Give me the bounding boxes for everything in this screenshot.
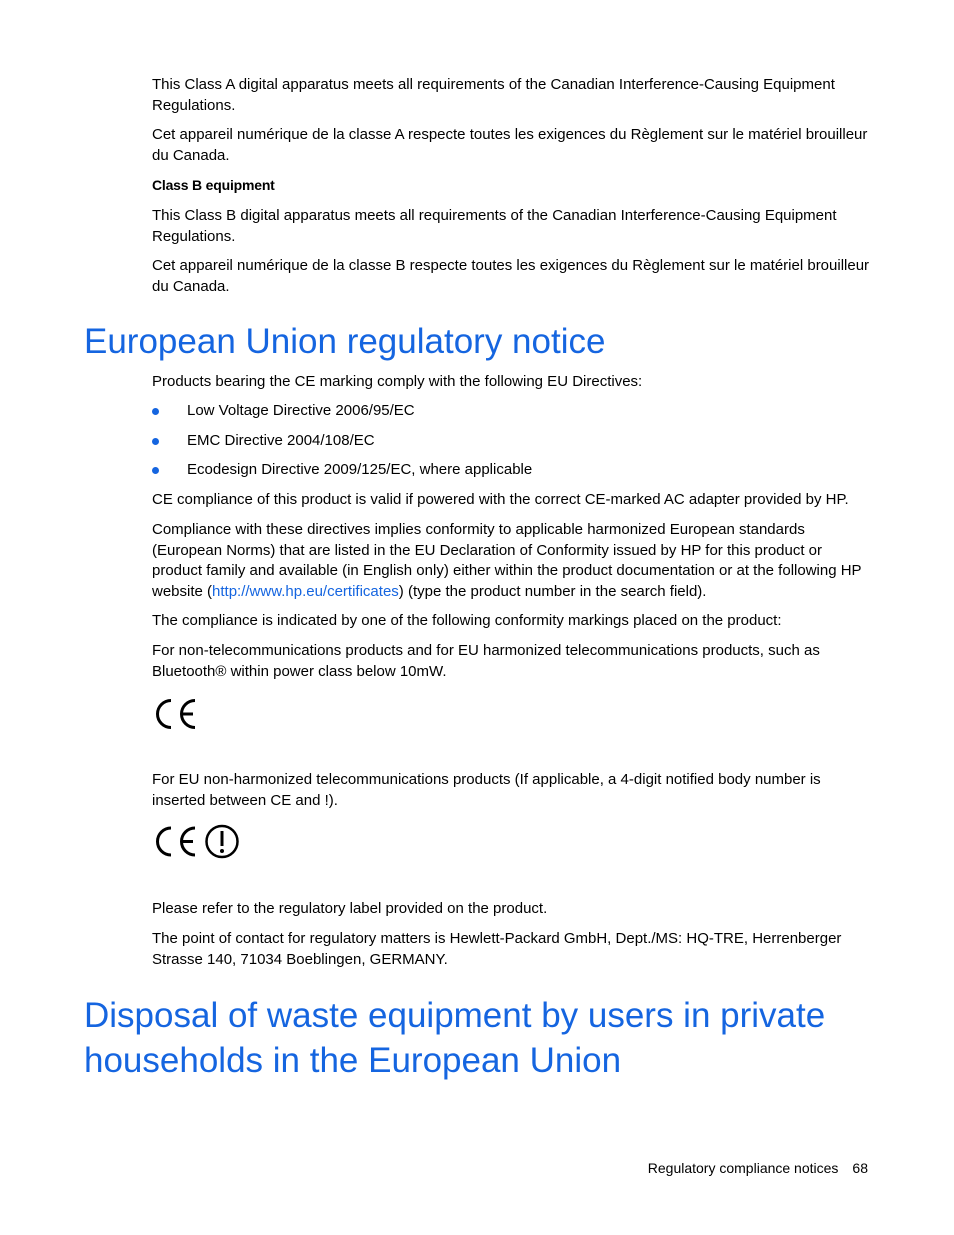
eu-intro: Products bearing the CE marking comply with the following EU Directives: [152,373,643,390]
markings-intro: The compliance is indicated by one of the following conformity markings placed on the product: [152,612,782,629]
disposal-heading: Disposal of waste equipment by users in private households in the European Union [84,996,826,1080]
canada-class-a-french: Cet appareil numérique de la classe A respecte toutes les exigences du Règlement sur le matériel brouilleur du Canada. [152,126,868,164]
bullet-icon [152,408,159,415]
bullet-icon [152,438,159,445]
conformity-paragraph [152,520,872,602]
ce-validity-text: CE compliance of this product is valid if powered with the correct CE-marked AC adapter provided by HP. [152,491,849,508]
hp-certificates-link[interactable]: http://www.hp.eu/certificates [212,582,399,600]
contact-text: The point of contact for regulatory matters is Hewlett-Packard GmbH, Dept./MS: HQ-TRE, Herrenberger Strasse 140, 71034 Boeblingen, GERMANY. [152,930,842,968]
class-b-heading: Class B equipment [152,177,275,193]
non-harmonized-text: For EU non-harmonized telecommunications products (If applicable, a 4-digit notified body number is inserted between CE and !). [152,771,821,809]
page-number: 68 [852,1160,868,1176]
conformity-text-after: ) (type the product number in the search field). [398,582,707,600]
directive-text: Low Voltage Directive 2006/95/EC [187,402,415,419]
refer-label-text: Please refer to the regulatory label provided on the product. [152,900,548,917]
canada-class-b-french: Cet appareil numérique de la classe B respecte toutes les exigences du Règlement sur le matériel brouilleur du Canada. [152,257,870,295]
eu-regulatory-heading: European Union regulatory notice [84,322,606,361]
footer-section-title: Regulatory compliance notices [647,1160,839,1176]
bullet-icon [152,467,159,474]
ce-logo-icon [152,697,198,736]
directive-text: EMC Directive 2004/108/EC [187,432,375,449]
non-telecom-text: For non-telecommunications products and for EU harmonized telecommunications products, such as Bluetooth® within power class below 10mW. [152,642,820,680]
canada-class-a-english: This Class A digital apparatus meets all requirements of the Canadian Interference-Causing Equipment Regulations. [152,76,835,114]
ce-alert-logo-icon [152,824,242,865]
directive-text: Ecodesign Directive 2009/125/EC, where applicable [187,461,533,478]
canada-class-b-english: This Class B digital apparatus meets all requirements of the Canadian Interference-Causing Equipment Regulations. [152,207,837,245]
page-footer [648,1159,868,1177]
conformity-text-before: Compliance with these directives implies conformity to applicable harmonized European standards (European Norms) that are listed in the EU Declaration of Conformity issued by HP for this product or product family and available (in English only) either within the product documentation or at the following HP website ( [152,521,862,600]
